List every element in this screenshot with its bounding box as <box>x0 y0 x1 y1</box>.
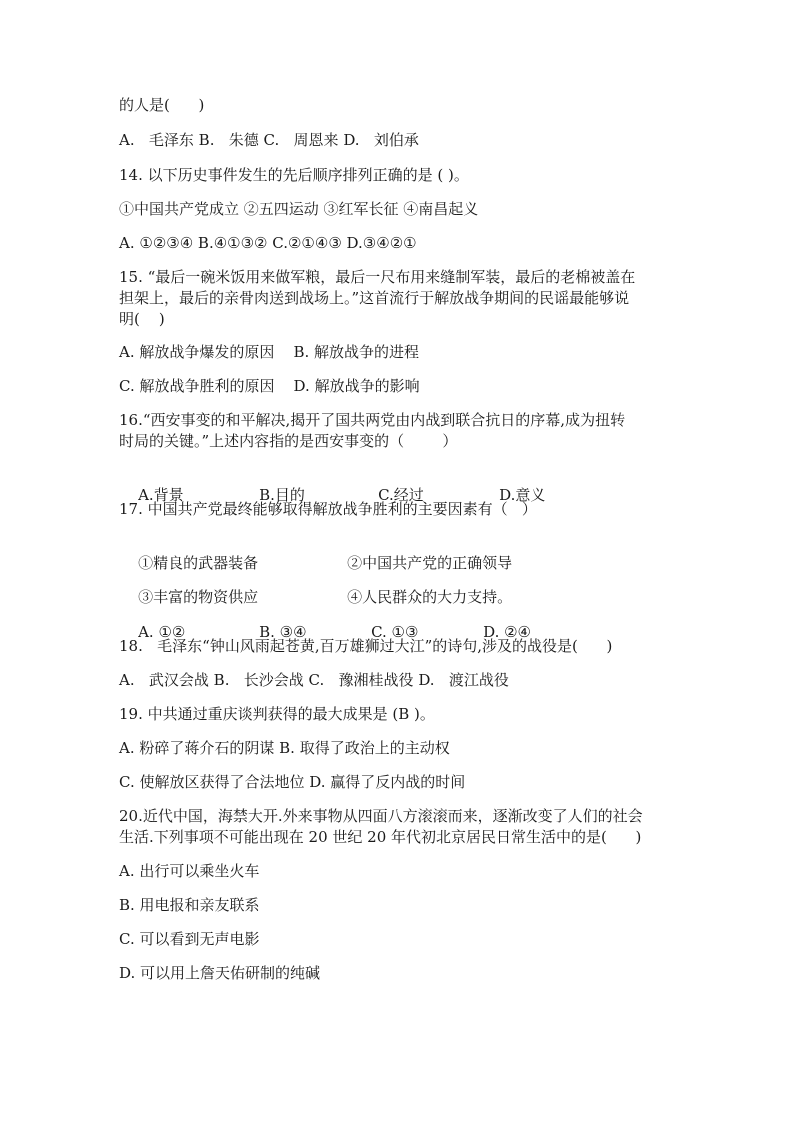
q15-options-cd: C. 解放战争胜利的原因 D. 解放战争的影响 <box>119 377 420 395</box>
q20-option-b: B. 用电报和亲友联系 <box>119 896 260 914</box>
q13-options: A. 毛泽东 B. 朱德 C. 周恩来 D. 刘伯承 <box>119 131 419 149</box>
q14-stem: 14. 以下历史事件发生的先后顺序排列正确的是 ( )。 <box>119 166 469 184</box>
q20-option-a: A. 出行可以乘坐火车 <box>119 862 260 880</box>
q13-stem-end: 的人是( ) <box>119 96 205 114</box>
q20-option-d: D. 可以用上詹天佑研制的纯碱 <box>119 964 321 982</box>
q20-stem-line1: 20.近代中国，海禁大开.外来事物从四面八方滚滚而来，逐渐改变了人们的社会 <box>119 807 643 825</box>
q17-choice-3: ③丰富的物资供应 <box>138 588 259 606</box>
q18-options: A. 武汉会战 B. 长沙会战 C. 豫湘桂战役 D. 渡江战役 <box>119 671 509 689</box>
q17-option-a: A. ①② <box>138 623 186 641</box>
q17-option-c: C. ①③ <box>371 623 419 641</box>
q17-option-d: D. ②④ <box>483 623 532 641</box>
q17-stem: 17. 中国共产党最终能够取得解放战争胜利的主要因素有（ ） <box>119 500 537 518</box>
q17-choice-2: ②中国共产党的正确领导 <box>347 554 513 572</box>
q16-option-d: D.意义 <box>499 486 546 504</box>
q16-option-c: C.经过 <box>378 486 424 504</box>
q16-stem-line2: 时局的关键。”上述内容指的是西安事变的（ ） <box>119 432 458 450</box>
q17-choice-4: ④人民群众的大力支持。 <box>347 588 513 606</box>
q17-choice-1: ①精良的武器装备 <box>138 554 259 572</box>
q15-options-ab: A. 解放战争爆发的原因 B. 解放战争的进程 <box>119 343 420 361</box>
q18-stem: 18. 毛泽东“钟山风雨起苍黄,百万雄狮过大江”的诗句,涉及的战役是( ) <box>119 637 613 655</box>
q19-options-ab: A. 粉碎了蒋介石的阴谋 B. 取得了政治上的主动权 <box>119 739 450 757</box>
q15-stem-line1: 15. “最后一碗米饭用来做军粮，最后一尺布用来缝制军装，最后的老棉被盖在 <box>119 268 636 286</box>
q16-stem-line1: 16.“西安事变的和平解决,揭开了国共两党由内战到联合抗日的序幕,成为扭转 <box>119 411 626 429</box>
q14-events: ①中国共产党成立 ②五四运动 ③红军长征 ④南昌起义 <box>119 200 479 218</box>
q17-option-b: B. ③④ <box>259 623 307 641</box>
q20-option-c: C. 可以看到无声电影 <box>119 930 260 948</box>
q19-stem: 19. 中共通过重庆谈判获得的最大成果是 (B )。 <box>119 705 435 723</box>
q15-stem-line3: 明( ) <box>119 310 165 328</box>
q19-options-cd: C. 使解放区获得了合法地位 D. 赢得了反内战的时间 <box>119 773 466 791</box>
q20-stem-line2: 生活.下列事项不可能出现在 20 世纪 20 年代初北京居民日常生活中的是( ) <box>119 828 642 846</box>
q16-option-b: B.目的 <box>259 486 305 504</box>
q15-stem-line2: 担架上，最后的亲骨肉送到战场上。”这首流行于解放战争期间的民谣最能够说 <box>119 289 630 307</box>
q16-option-a: A.背景 <box>138 486 184 504</box>
q14-options: A. ①②③④ B.④①③② C.②①④③ D.③④②① <box>119 234 417 252</box>
